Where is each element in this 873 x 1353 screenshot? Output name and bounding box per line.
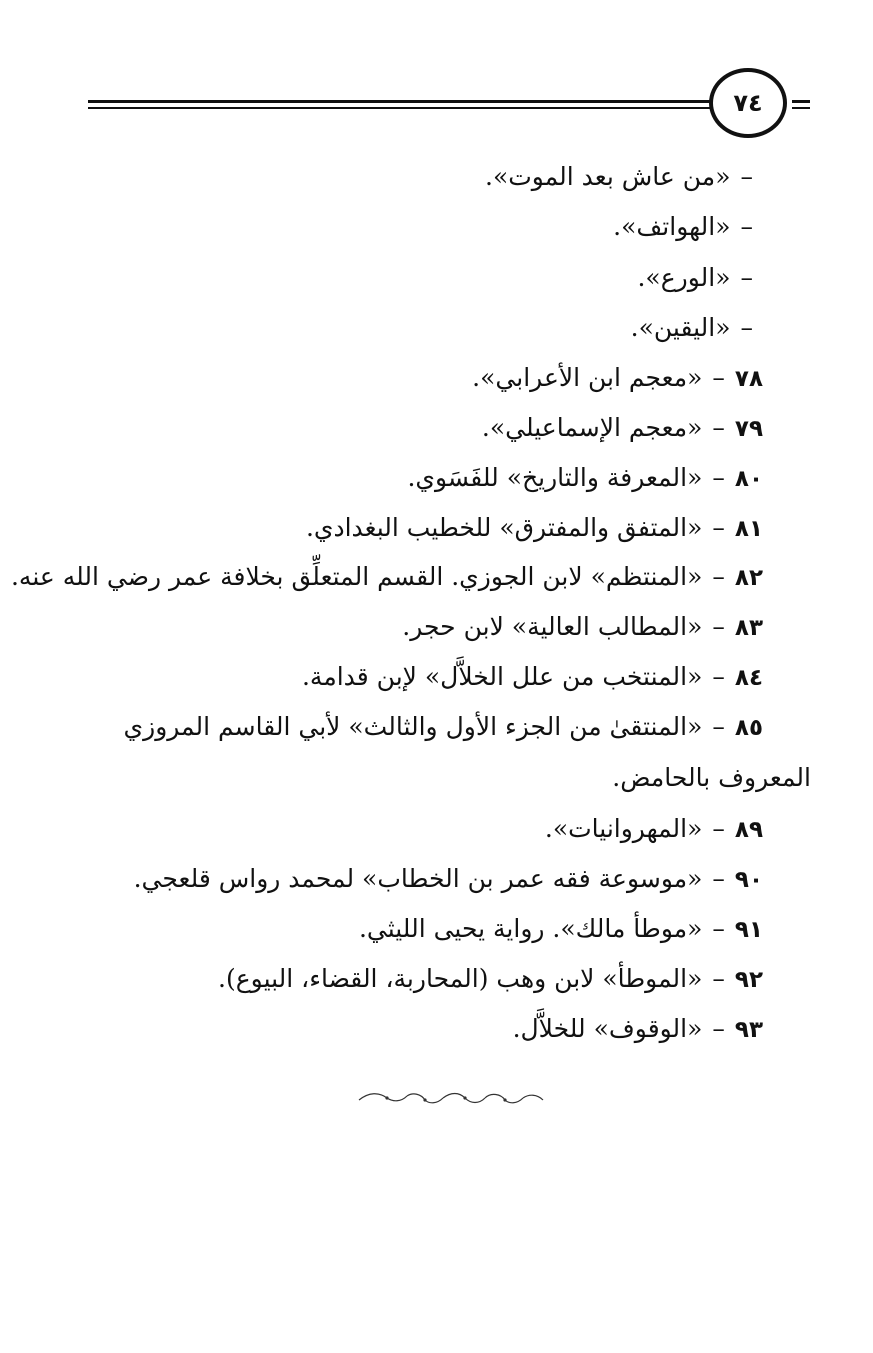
entry-dash: – (712, 363, 725, 392)
list-item (631, 311, 763, 346)
entry-number: ٩١ (734, 917, 763, 943)
entry-number: ٨١ (734, 516, 763, 542)
list-item (513, 1012, 763, 1047)
entry-text: «المهروانيات». (544, 814, 703, 843)
entry-text: «الهواتف». (613, 212, 731, 241)
entry-text: «الورع». (637, 263, 731, 292)
entry-dash: – (712, 562, 725, 591)
list-item (545, 812, 763, 847)
entry-dash: – (712, 712, 725, 741)
entry-number: ٨٣ (734, 615, 763, 641)
entry-text: «المنتظم» لابن الجوزي. القسم المتعلِّق بخلافة عمر رضي الله عنه. (10, 562, 703, 591)
entry-text: «الوقوف» للخلاَّل. (512, 1014, 703, 1043)
entry-dash: – (712, 463, 725, 492)
entry-dash: – (740, 162, 753, 191)
entry-dash: – (712, 914, 725, 943)
entry-dash: – (712, 814, 725, 843)
list-item (637, 261, 763, 296)
entry-number: ٨٢ (734, 565, 763, 591)
entry-number: ٨٥ (734, 715, 763, 741)
header-rule-bottom (88, 107, 712, 109)
entry-number: ٩٢ (734, 967, 763, 993)
header-rule-right-top (792, 100, 810, 103)
list-item (11, 560, 763, 595)
entry-dash: – (712, 864, 725, 893)
list-item (485, 160, 763, 195)
list-item (306, 511, 763, 546)
entry-dash: – (712, 964, 725, 993)
entry-text: «معجم ابن الأعرابي». (472, 363, 703, 392)
entry-text: «المنتقىٰ من الجزء الأول والثالث» لأبي القاسم المروزي (123, 712, 703, 741)
list-item (124, 710, 763, 745)
list-item (134, 862, 763, 897)
page-number-badge (709, 68, 787, 138)
entry-number: ٨٠ (734, 466, 763, 492)
list-item (218, 962, 763, 997)
entry-dash: – (740, 313, 753, 342)
entry-dash: – (740, 263, 753, 292)
header-rule-top (88, 100, 712, 103)
entry-number: ٧٩ (734, 416, 763, 442)
entry-text: «المتفق والمفترق» للخطيب البغدادي. (305, 513, 703, 542)
list-item (359, 912, 763, 947)
entry-number: ٩٠ (734, 867, 763, 893)
entry-dash: – (712, 513, 725, 542)
entry-number: ٧٨ (734, 366, 763, 392)
entry-continuation: المعروف بالحامض. (612, 763, 811, 792)
entry-text: «موطأ مالك». رواية يحيى الليثي. (358, 914, 703, 943)
entry-text: «معجم الإسماعيلي». (481, 413, 703, 442)
entry-dash: – (712, 662, 725, 691)
list-item (402, 610, 763, 645)
entry-number: ٩٣ (734, 1017, 763, 1043)
section-end-ornament (355, 1088, 547, 1108)
list-item (302, 660, 763, 695)
entry-dash: – (712, 612, 725, 641)
entry-text: «موسوعة فقه عمر بن الخطاب» لمحمد رواس قلعجي. (133, 864, 703, 893)
list-item (613, 210, 763, 245)
entry-number: ٨٤ (734, 665, 763, 691)
entry-text: «اليقين». (630, 313, 731, 342)
entry-text: «المطالب العالية» لابن حجر. (402, 612, 703, 641)
page-number: ٧٤ (733, 89, 763, 117)
list-item (472, 361, 763, 396)
entry-text: «من عاش بعد الموت». (485, 162, 731, 191)
entry-text: «المنتخب من علل الخلاَّل» لإبن قدامة. (301, 662, 703, 691)
entry-text: «الموطأ» لابن وهب (المحاربة، القضاء، البيوع). (218, 964, 703, 993)
entry-text: «المعرفة والتاريخ» للفَسَوي. (407, 463, 703, 492)
entry-dash: – (712, 1014, 725, 1043)
entry-dash: – (712, 413, 725, 442)
list-item (407, 461, 763, 496)
list-item (482, 411, 763, 446)
entry-dash: – (740, 212, 753, 241)
entry-number: ٨٩ (734, 817, 763, 843)
header-rule-right-bottom (792, 107, 810, 109)
